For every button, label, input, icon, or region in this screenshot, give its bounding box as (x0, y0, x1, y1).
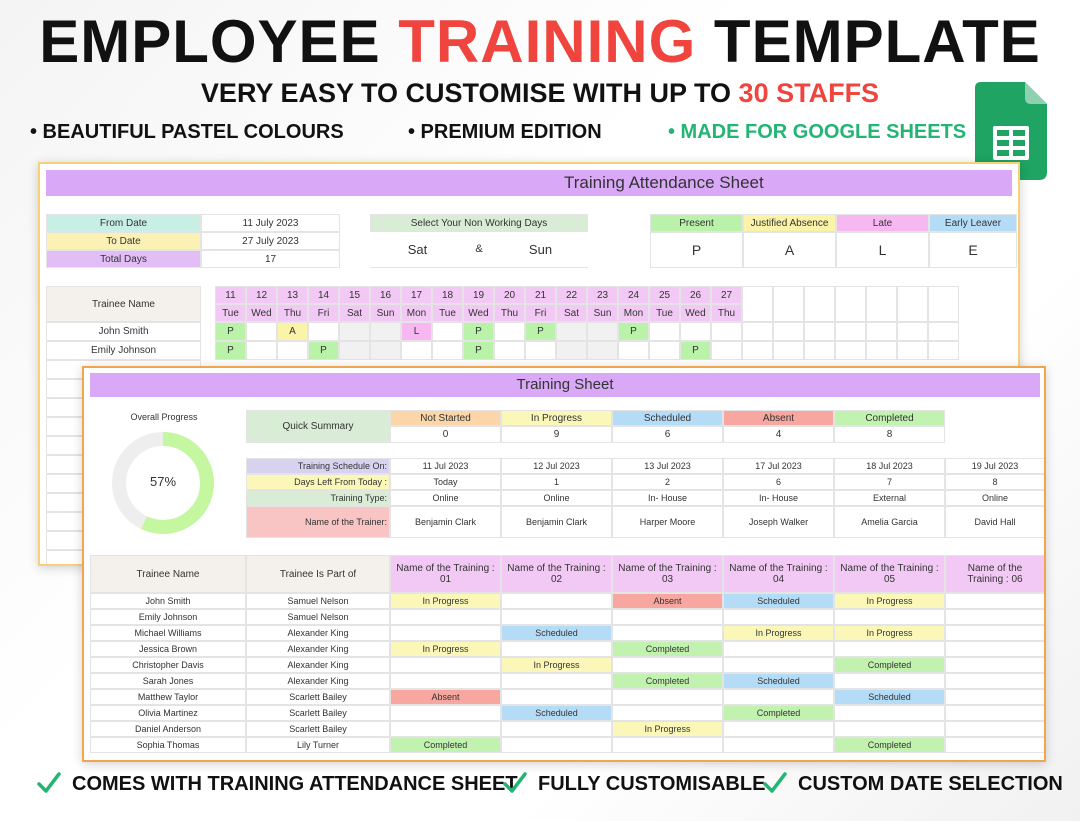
training-status-cell[interactable]: Scheduled (723, 593, 834, 609)
day-number: 14 (308, 286, 339, 304)
trainee-name: John Smith (46, 322, 201, 341)
banner-title (0, 2, 1080, 82)
training-trainee-name: Michael Williams (90, 625, 246, 641)
training-status-cell[interactable]: Scheduled (501, 625, 612, 641)
summary-value: 6 (612, 426, 723, 443)
training-type-value[interactable]: Online (501, 490, 612, 506)
training-trainee-name: Sophia Thomas (90, 737, 246, 753)
title-highlight: TRAINING (398, 8, 697, 75)
empty-day-cell (897, 322, 928, 341)
attendance-cell[interactable] (246, 341, 277, 360)
training-status-cell[interactable] (945, 705, 1045, 721)
empty-day-cell (835, 341, 866, 360)
training-status-cell[interactable] (390, 657, 501, 673)
day-weekday: Sun (370, 304, 401, 322)
footer-features (0, 768, 1080, 804)
training-status-cell[interactable] (390, 609, 501, 625)
training-status-cell[interactable] (945, 593, 1045, 609)
empty-day-cell (866, 286, 897, 322)
training-status-cell[interactable] (501, 721, 612, 737)
empty-day-cell (835, 322, 866, 341)
day-weekday: Thu (277, 304, 308, 322)
schedule-date[interactable]: 18 Jul 2023 (834, 458, 945, 474)
training-status-cell[interactable]: In Progress (612, 721, 723, 737)
trainer-name[interactable]: Joseph Walker (723, 506, 834, 538)
day-weekday: Fri (525, 304, 556, 322)
training-name-header[interactable]: Name of the Training : 01 (390, 555, 501, 593)
banner-subtitle (0, 78, 1080, 109)
training-sheet (82, 366, 1046, 762)
trainer-name[interactable]: Harper Moore (612, 506, 723, 538)
trainee-group: Alexander King (246, 657, 390, 673)
from-date-label: From Date (46, 214, 201, 232)
attendance-cell[interactable]: P (463, 341, 494, 360)
legend-early-label: Early Leaver (929, 214, 1017, 232)
training-status-cell[interactable]: Completed (612, 641, 723, 657)
day-number: 17 (401, 286, 432, 304)
nonworking-day-1[interactable]: Sat (370, 232, 465, 268)
footer-attendance: COMES WITH TRAINING ATTENDANCE SHEET (72, 773, 518, 795)
training-status-cell[interactable] (945, 625, 1045, 641)
summary-label: Not Started (390, 410, 501, 426)
attendance-cell[interactable]: P (308, 341, 339, 360)
training-status-cell[interactable] (501, 689, 612, 705)
trainee-group: Alexander King (246, 625, 390, 641)
empty-day-cell (928, 286, 959, 322)
day-weekday: Mon (401, 304, 432, 322)
training-status-cell[interactable]: In Progress (834, 625, 945, 641)
overall-progress-label: Overall Progress (130, 412, 198, 422)
training-trainee-name: John Smith (90, 593, 246, 609)
day-number: 24 (618, 286, 649, 304)
training-name-header[interactable]: Name of the Training : 06 (945, 555, 1045, 593)
training-status-cell[interactable] (723, 609, 834, 625)
attendance-cell[interactable]: P (215, 322, 246, 341)
day-number: 11 (215, 286, 246, 304)
summary-value: 4 (723, 426, 834, 443)
day-number: 12 (246, 286, 277, 304)
training-name-header[interactable]: Name of the Training : 03 (612, 555, 723, 593)
training-title: Training Sheet (516, 376, 614, 393)
subtitle-highlight: 30 STAFFS (738, 78, 880, 108)
training-trainee-name: Sarah Jones (90, 673, 246, 689)
training-status-cell[interactable]: In Progress (390, 593, 501, 609)
title-part: TEMPLATE (696, 8, 1041, 75)
training-name-header[interactable]: Name of the Training : 02 (501, 555, 612, 593)
legend-late-label: Late (836, 214, 929, 232)
summary-label: Scheduled (612, 410, 723, 426)
training-status-cell[interactable] (945, 737, 1045, 753)
training-trainee-name: Emily Johnson (90, 609, 246, 625)
quick-summary-label: Quick Summary (246, 410, 390, 443)
day-weekday: Tue (215, 304, 246, 322)
attendance-cell[interactable] (711, 341, 742, 360)
attendance-cell[interactable]: P (680, 341, 711, 360)
days-left-label: Days Left From Today : (246, 474, 390, 490)
check-icon (762, 770, 788, 796)
attendance-title: Training Attendance Sheet (564, 173, 764, 192)
trainer-name[interactable]: Amelia Garcia (834, 506, 945, 538)
attendance-cell[interactable] (711, 322, 742, 341)
training-status-cell[interactable]: Absent (390, 689, 501, 705)
attendance-cell[interactable]: P (525, 322, 556, 341)
training-type-label: Training Type: (246, 490, 390, 506)
footer-date-selection: CUSTOM DATE SELECTION (798, 773, 1063, 795)
trainer-name[interactable]: Benjamin Clark (390, 506, 501, 538)
attendance-cell[interactable] (587, 322, 618, 341)
attendance-cell[interactable] (246, 322, 277, 341)
day-weekday: Thu (711, 304, 742, 322)
training-status-cell[interactable] (612, 737, 723, 753)
day-number: 15 (339, 286, 370, 304)
empty-day-cell (804, 341, 835, 360)
training-name-header[interactable]: Name of the Training : 04 (723, 555, 834, 593)
trainee-group: Samuel Nelson (246, 609, 390, 625)
day-weekday: Tue (649, 304, 680, 322)
empty-day-cell (928, 341, 959, 360)
training-status-cell[interactable] (501, 609, 612, 625)
trainee-group: Alexander King (246, 673, 390, 689)
attendance-cell[interactable] (339, 322, 370, 341)
trainee-group: Scarlett Bailey (246, 721, 390, 737)
training-status-cell[interactable] (945, 673, 1045, 689)
training-status-cell[interactable] (390, 721, 501, 737)
trainee-group: Samuel Nelson (246, 593, 390, 609)
day-number: 19 (463, 286, 494, 304)
trainer-label: Name of the Trainer: (246, 506, 390, 538)
summary-value: 9 (501, 426, 612, 443)
attendance-cell[interactable] (494, 322, 525, 341)
days-left-value: 2 (612, 474, 723, 490)
schedule-date[interactable]: 13 Jul 2023 (612, 458, 723, 474)
day-number: 26 (680, 286, 711, 304)
empty-day-cell (742, 341, 773, 360)
training-status-cell[interactable] (723, 721, 834, 737)
empty-day-cell (866, 341, 897, 360)
attendance-cell[interactable] (556, 341, 587, 360)
training-status-cell[interactable] (612, 609, 723, 625)
trainer-name[interactable]: David Hall (945, 506, 1045, 538)
attendance-title-bar (46, 170, 1012, 196)
legend-absence-label: Justified Absence (743, 214, 836, 232)
day-number: 25 (649, 286, 680, 304)
training-trainee-name: Olivia Martinez (90, 705, 246, 721)
empty-day-cell (804, 322, 835, 341)
days-left-value: 7 (834, 474, 945, 490)
schedule-date[interactable]: 11 Jul 2023 (390, 458, 501, 474)
empty-day-cell (897, 286, 928, 322)
check-icon (502, 770, 528, 796)
nonworking-day-2[interactable]: Sun (493, 232, 588, 268)
empty-day-cell (742, 286, 773, 322)
day-weekday: Mon (618, 304, 649, 322)
training-status-cell[interactable] (945, 657, 1045, 673)
training-type-value[interactable]: In- House (723, 490, 834, 506)
training-status-cell[interactable] (612, 705, 723, 721)
schedule-date[interactable]: 19 Jul 2023 (945, 458, 1045, 474)
training-status-cell[interactable] (834, 705, 945, 721)
attendance-cell[interactable]: P (463, 322, 494, 341)
training-trainee-name: Matthew Taylor (90, 689, 246, 705)
training-status-cell[interactable] (390, 673, 501, 689)
training-status-cell[interactable] (501, 673, 612, 689)
training-status-cell[interactable]: Completed (612, 673, 723, 689)
day-weekday: Sat (339, 304, 370, 322)
training-status-cell[interactable] (723, 737, 834, 753)
day-number: 18 (432, 286, 463, 304)
attendance-cell[interactable] (649, 322, 680, 341)
attendance-cell[interactable] (277, 341, 308, 360)
training-trainee-name: Christopher Davis (90, 657, 246, 673)
attendance-cell[interactable]: P (215, 341, 246, 360)
training-status-cell[interactable]: In Progress (501, 657, 612, 673)
training-trainee-header: Trainee Name (90, 555, 246, 593)
empty-day-cell (773, 341, 804, 360)
day-number: 16 (370, 286, 401, 304)
day-weekday: Wed (680, 304, 711, 322)
check-icon (36, 770, 62, 796)
day-number: 13 (277, 286, 308, 304)
schedule-date[interactable]: 17 Jul 2023 (723, 458, 834, 474)
day-number: 23 (587, 286, 618, 304)
from-date-value[interactable]: 11 July 2023 (201, 214, 340, 232)
empty-day-cell (866, 322, 897, 341)
training-status-cell[interactable]: In Progress (390, 641, 501, 657)
attendance-cell[interactable] (680, 322, 711, 341)
day-number: 20 (494, 286, 525, 304)
days-left-value: 1 (501, 474, 612, 490)
summary-label: Completed (834, 410, 945, 426)
attendance-cell[interactable] (618, 341, 649, 360)
total-days-value: 17 (201, 250, 340, 268)
attendance-trainee-header: Trainee Name (46, 286, 201, 322)
training-status-cell[interactable] (834, 673, 945, 689)
trainee-group: Scarlett Bailey (246, 689, 390, 705)
bullet-google-sheets: • MADE FOR GOOGLE SHEETS (668, 121, 967, 143)
training-title-bar (90, 373, 1040, 397)
training-status-cell[interactable] (723, 657, 834, 673)
nonworking-ampersand: & (465, 232, 493, 268)
total-days-label: Total Days (46, 250, 201, 268)
training-status-cell[interactable] (612, 657, 723, 673)
summary-value: 0 (390, 426, 501, 443)
to-date-label: To Date (46, 232, 201, 250)
empty-day-cell (804, 286, 835, 322)
training-status-cell[interactable]: Completed (390, 737, 501, 753)
training-trainee-name: Jessica Brown (90, 641, 246, 657)
empty-day-cell (835, 286, 866, 322)
training-status-cell[interactable] (501, 737, 612, 753)
training-status-cell[interactable] (945, 689, 1045, 705)
footer-customisable: FULLY CUSTOMISABLE (538, 773, 766, 795)
training-status-cell[interactable] (390, 705, 501, 721)
subtitle-part: VERY EASY TO CUSTOMISE WITH UP TO (200, 78, 739, 108)
training-status-cell[interactable]: Completed (723, 705, 834, 721)
day-weekday: Thu (494, 304, 525, 322)
empty-day-cell (897, 341, 928, 360)
training-status-cell[interactable] (723, 641, 834, 657)
training-status-cell[interactable] (834, 609, 945, 625)
bullet-pastel: • BEAUTIFUL PASTEL COLOURS (30, 121, 344, 143)
day-number: 27 (711, 286, 742, 304)
training-trainee-name: Daniel Anderson (90, 721, 246, 737)
training-status-cell[interactable]: Scheduled (501, 705, 612, 721)
to-date-value[interactable]: 27 July 2023 (201, 232, 340, 250)
training-status-cell[interactable]: Completed (834, 737, 945, 753)
training-part-header: Trainee Is Part of (246, 555, 390, 593)
trainee-name: Emily Johnson (46, 341, 201, 360)
training-status-cell[interactable] (612, 625, 723, 641)
summary-label: Absent (723, 410, 834, 426)
day-weekday: Wed (463, 304, 494, 322)
training-status-cell[interactable] (501, 593, 612, 609)
training-status-cell[interactable] (834, 641, 945, 657)
training-status-cell[interactable]: Completed (834, 657, 945, 673)
training-status-cell[interactable] (945, 609, 1045, 625)
empty-day-cell (773, 322, 804, 341)
day-weekday: Tue (432, 304, 463, 322)
legend-present-label: Present (650, 214, 743, 232)
empty-day-cell (928, 322, 959, 341)
summary-value: 8 (834, 426, 945, 443)
schedule-label: Training Schedule On: (246, 458, 390, 474)
attendance-cell[interactable] (494, 341, 525, 360)
attendance-cell[interactable] (432, 322, 463, 341)
legend-present-code: P (650, 232, 743, 268)
training-type-value[interactable]: Online (945, 490, 1045, 506)
title-part: EMPLOYEE (39, 8, 399, 75)
trainee-group: Alexander King (246, 641, 390, 657)
overall-progress-value: 57% (149, 474, 177, 489)
legend-early-code: E (929, 232, 1017, 268)
day-weekday: Sun (587, 304, 618, 322)
empty-day-cell (742, 322, 773, 341)
trainer-name[interactable]: Benjamin Clark (501, 506, 612, 538)
day-weekday: Fri (308, 304, 339, 322)
days-left-value: Today (390, 474, 501, 490)
attendance-cell[interactable] (525, 341, 556, 360)
training-status-cell[interactable]: In Progress (834, 593, 945, 609)
training-status-cell[interactable] (945, 721, 1045, 737)
bullet-premium: • PREMIUM EDITION (408, 121, 602, 143)
legend-late-code: L (836, 232, 929, 268)
attendance-cell[interactable] (649, 341, 680, 360)
training-status-cell[interactable]: Absent (612, 593, 723, 609)
trainee-group: Lily Turner (246, 737, 390, 753)
training-type-value[interactable]: External (834, 490, 945, 506)
days-left-value: 8 (945, 474, 1045, 490)
attendance-cell[interactable] (556, 322, 587, 341)
trainee-group: Scarlett Bailey (246, 705, 390, 721)
attendance-cell[interactable] (308, 322, 339, 341)
nonworking-label: Select Your Non Working Days (370, 214, 588, 232)
attendance-cell[interactable] (587, 341, 618, 360)
training-name-header[interactable]: Name of the Training : 05 (834, 555, 945, 593)
attendance-cell[interactable]: L (401, 322, 432, 341)
training-status-cell[interactable] (390, 625, 501, 641)
day-weekday: Wed (246, 304, 277, 322)
attendance-cell[interactable] (401, 341, 432, 360)
day-number: 21 (525, 286, 556, 304)
attendance-cell[interactable] (432, 341, 463, 360)
training-status-cell[interactable] (723, 689, 834, 705)
training-status-cell[interactable]: Scheduled (834, 689, 945, 705)
attendance-cell[interactable] (370, 341, 401, 360)
training-status-cell[interactable] (945, 641, 1045, 657)
day-number: 22 (556, 286, 587, 304)
attendance-cell[interactable] (370, 322, 401, 341)
days-left-value: 6 (723, 474, 834, 490)
training-status-cell[interactable] (834, 721, 945, 737)
day-weekday: Sat (556, 304, 587, 322)
empty-day-cell (773, 286, 804, 322)
schedule-date[interactable]: 12 Jul 2023 (501, 458, 612, 474)
training-status-cell[interactable] (612, 689, 723, 705)
summary-label: In Progress (501, 410, 612, 426)
training-type-value[interactable]: In- House (612, 490, 723, 506)
training-status-cell[interactable]: In Progress (723, 625, 834, 641)
training-status-cell[interactable] (501, 641, 612, 657)
training-type-value[interactable]: Online (390, 490, 501, 506)
attendance-cell[interactable]: P (618, 322, 649, 341)
attendance-cell[interactable] (339, 341, 370, 360)
attendance-cell[interactable]: A (277, 322, 308, 341)
training-status-cell[interactable]: Scheduled (723, 673, 834, 689)
legend-absence-code: A (743, 232, 836, 268)
